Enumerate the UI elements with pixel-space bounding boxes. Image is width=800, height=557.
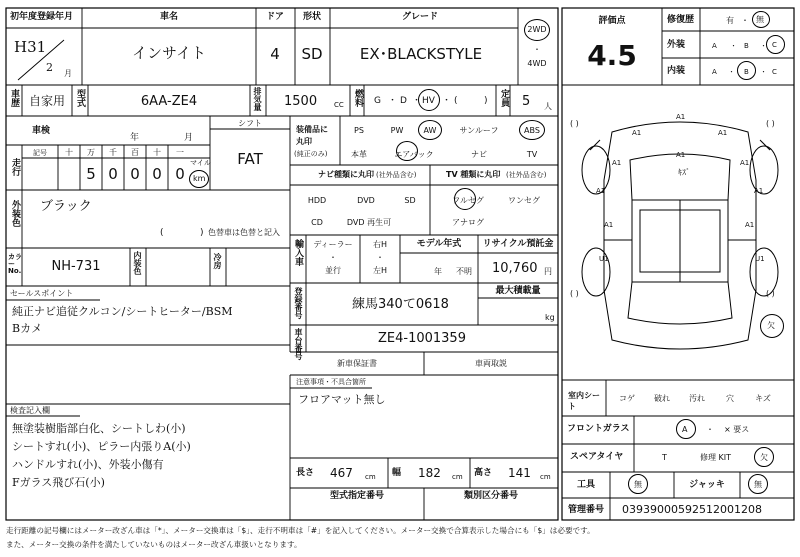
int-grade-a: A bbox=[712, 68, 717, 76]
mark-a1-lf-fender: A1 bbox=[612, 159, 622, 167]
equip-pw: PW bbox=[390, 126, 404, 135]
displacement-label: 排気量 bbox=[253, 87, 262, 111]
bracket-front-right: ( ) bbox=[766, 119, 775, 128]
notes-label: 注意事項・不具合箇所 bbox=[296, 378, 366, 386]
width-unit: cm bbox=[452, 473, 463, 481]
cc-unit: CC bbox=[334, 101, 344, 109]
import-dot: ・ bbox=[329, 253, 337, 262]
seat-hole: 穴 bbox=[726, 394, 734, 403]
color-paren-left: ( bbox=[160, 228, 164, 238]
interior-color-label: 内装色 bbox=[133, 251, 142, 275]
model-label: 型式 bbox=[75, 89, 85, 107]
navi-sub: (社外品含む) bbox=[376, 171, 417, 179]
tv-label: TV 種類に丸印 bbox=[446, 170, 501, 179]
class-label: 類別区分番号 bbox=[463, 491, 519, 501]
windshield-label: フロントガラス bbox=[567, 424, 630, 434]
shaken-year-unit: 年 bbox=[130, 133, 140, 143]
footer-note-2: また、メーター交換の条件を満たしていないものはメーター改ざん車扱いとなります。 bbox=[6, 540, 302, 549]
fuel-hv: HV bbox=[422, 96, 435, 106]
spare-tire-label: スペアタイヤ bbox=[570, 452, 624, 462]
drive-4wd: 4WD bbox=[527, 59, 547, 68]
door-label: ドア bbox=[266, 12, 284, 22]
type-spec-label: 型式指定番号 bbox=[329, 491, 385, 501]
model-year-unknown: 不明 bbox=[456, 267, 472, 276]
drive-dot: ・ bbox=[533, 45, 541, 54]
model-year-label: モデル年式 bbox=[416, 239, 462, 249]
body-shape: SD bbox=[301, 45, 323, 63]
ext-dot-2: ・ bbox=[760, 42, 767, 50]
recycle-value: 10,760 bbox=[492, 261, 538, 276]
right-hand-drive: 右H bbox=[372, 240, 388, 249]
interior-grade-label: 内装 bbox=[667, 66, 686, 76]
capacity-value: 5 bbox=[522, 94, 531, 109]
ac-label: 冷房 bbox=[213, 253, 222, 269]
tv-analog: アナログ bbox=[452, 218, 484, 227]
grade-label: グレード bbox=[401, 12, 439, 22]
mileage-col-5: 十 bbox=[153, 148, 161, 157]
tv-sub: (社外品含む) bbox=[506, 171, 547, 179]
mileage-digit-4: 0 bbox=[152, 165, 162, 183]
ext-grade-c: C bbox=[772, 41, 777, 49]
inspection-line-2: シートすれ(小)、ピラー内張りA(小) bbox=[12, 440, 191, 453]
import-label: 輸入車 bbox=[293, 239, 303, 266]
car-name: インサイト bbox=[132, 44, 206, 62]
repair-label: 修復歴 bbox=[667, 15, 695, 25]
navi-cd: CD bbox=[311, 218, 323, 227]
bracket-rear-left: ( ) bbox=[570, 289, 579, 298]
mgmt-label: 管理番号 bbox=[567, 505, 605, 515]
chassis-number: ZE4-1001359 bbox=[378, 331, 466, 346]
mileage-col-1: 十 bbox=[65, 148, 73, 157]
mark-a1-right-rear: A1 bbox=[745, 221, 755, 229]
mark-a1-left-door: A1 bbox=[596, 187, 606, 195]
model-year-unit: 年 bbox=[434, 267, 442, 276]
shaken-month-unit: 月 bbox=[184, 133, 194, 143]
mark-u1-left: U1 bbox=[599, 255, 609, 263]
equip-tv: TV bbox=[526, 150, 538, 159]
jack-label: ジャッキ bbox=[689, 480, 725, 490]
max-load-label: 最大積載量 bbox=[495, 286, 541, 296]
seat-scratch: キズ bbox=[755, 394, 771, 403]
shift-value: FAT bbox=[237, 150, 263, 168]
color-no-value: NH-731 bbox=[51, 259, 101, 274]
spare-t: T bbox=[662, 453, 667, 462]
month-unit: 月 bbox=[64, 69, 72, 78]
bracket-front-left: ( ) bbox=[570, 119, 579, 128]
navi-hdd: HDD bbox=[307, 196, 327, 205]
mark-a1-front: A1 bbox=[676, 113, 686, 121]
spare-none: 欠 bbox=[760, 453, 768, 462]
mark-a1-rf-fender: A1 bbox=[740, 159, 750, 167]
recycle-label: リサイクル預託金 bbox=[482, 239, 554, 249]
door-count: 4 bbox=[270, 45, 280, 63]
fuel-dot-1: ・ bbox=[388, 96, 398, 106]
sales-label: セールスポイント bbox=[10, 289, 74, 298]
inspection-line-4: Fガラス飛び石(小) bbox=[12, 476, 105, 489]
model-code: 6AA-ZE4 bbox=[140, 94, 198, 109]
import-dealer: ディーラー bbox=[313, 240, 353, 249]
color-label: 外装色 bbox=[10, 200, 20, 227]
seat-burn: コゲ bbox=[619, 394, 635, 403]
repair-dot: ・ bbox=[741, 16, 749, 25]
mileage-col-4: 百 bbox=[131, 148, 139, 157]
shift-label: シフト bbox=[238, 119, 262, 128]
person-unit: 人 bbox=[544, 102, 552, 111]
mileage-digit-2: 0 bbox=[108, 165, 118, 183]
ext-grade-b: B bbox=[744, 42, 749, 50]
exterior-label: 外装 bbox=[667, 40, 686, 50]
inspection-label: 検査記入欄 bbox=[10, 406, 50, 415]
equipment-label-3: (純正のみ) bbox=[294, 150, 328, 158]
jack-value: 無 bbox=[754, 480, 762, 489]
equipment-label-2: 丸印 bbox=[296, 137, 312, 146]
kasu-mark: 欠 bbox=[767, 321, 775, 330]
height-value: 141 bbox=[508, 466, 531, 480]
import-parallel: 並行 bbox=[325, 266, 341, 275]
warranty-label: 新車保証書 bbox=[337, 359, 377, 368]
displacement-value: 1500 bbox=[284, 94, 318, 109]
score-value: 4.5 bbox=[587, 39, 637, 72]
mgmt-number: 03939000592512001208 bbox=[622, 503, 762, 516]
width-value: 182 bbox=[418, 466, 441, 480]
capacity-label: 定員 bbox=[499, 89, 509, 107]
bracket-rear-right: ( ) bbox=[766, 289, 775, 298]
equip-ps: PS bbox=[354, 126, 364, 135]
navi-sd: SD bbox=[404, 196, 416, 205]
length-unit: cm bbox=[365, 473, 376, 481]
windshield-a: A bbox=[682, 425, 688, 434]
footer-note-1: 走行距離の記号欄にはメーター改ざん車は「*」、メーター交換車は「$」、走行不明車は「#」を記入してください。メーター交換で合算表示した場合にも「$」は必要です。 bbox=[6, 526, 595, 535]
equipment-label-1: 装備品に bbox=[296, 125, 328, 134]
fuel-g: G bbox=[374, 96, 381, 106]
left-hand-drive: 左H bbox=[372, 266, 388, 275]
mark-u1-right: U1 bbox=[755, 255, 765, 263]
windshield-replace: × 要ス bbox=[724, 425, 750, 434]
mark-a1-fr: A1 bbox=[718, 129, 728, 137]
width-label: 幅 bbox=[392, 468, 402, 478]
drive-2wd: 2WD bbox=[527, 25, 547, 34]
windshield-dot: ・ bbox=[706, 425, 714, 434]
score-label: 評価点 bbox=[598, 16, 626, 26]
chassis-label: 車台番号 bbox=[294, 328, 303, 360]
fuel-dot-2: ・ bbox=[412, 96, 422, 106]
ext-grade-a: A bbox=[712, 42, 717, 50]
mileage-digit-5: 0 bbox=[175, 165, 185, 183]
int-grade-b: B bbox=[744, 68, 749, 76]
fuel-label: 燃料 bbox=[353, 89, 363, 107]
reg-value: 練馬340て0618 bbox=[352, 297, 449, 312]
mileage-digit-1: 5 bbox=[86, 165, 96, 183]
first-reg-month: 2 bbox=[46, 61, 53, 74]
sales-line-2: Bカメ bbox=[12, 322, 43, 335]
navi-dvd: DVD bbox=[357, 196, 375, 205]
height-label: 高さ bbox=[474, 468, 493, 478]
notes-value: フロアマット無し bbox=[298, 393, 386, 406]
fuel-paren-left: ( bbox=[454, 96, 458, 106]
int-grade-c: C bbox=[772, 68, 777, 76]
mark-a1-hood: A1 bbox=[676, 151, 686, 159]
color-paren-right: ) bbox=[200, 228, 204, 238]
mileage-col-2: 万 bbox=[87, 148, 95, 157]
mileage-digit-3: 0 bbox=[130, 165, 140, 183]
mileage-col-6: 一 bbox=[176, 148, 184, 157]
reg-label: 登録番号 bbox=[294, 287, 303, 319]
int-dot-2: ・ bbox=[760, 68, 767, 76]
color-no-label: カラーNo. bbox=[8, 253, 22, 275]
seat-tear: 破れ bbox=[654, 394, 670, 403]
mark-a1-right-door: A1 bbox=[754, 187, 764, 195]
first-reg-label: 初年度登録年月 bbox=[10, 12, 74, 22]
yen-unit: 円 bbox=[544, 267, 552, 276]
inspection-line-1: 無塗装樹脂部白化、シートしわ(小) bbox=[12, 422, 186, 435]
equip-aw: AW bbox=[423, 126, 437, 135]
spare-kit: 修理 KIT bbox=[700, 453, 732, 462]
interior-seat-label: 室内シート bbox=[568, 391, 600, 411]
inspection-line-3: ハンドルすれ(小)、外装小傷有 bbox=[12, 458, 164, 471]
hand-dot: ・ bbox=[376, 253, 384, 262]
tv-fullseg: フルセグ bbox=[452, 196, 484, 205]
equip-navi: ナビ bbox=[471, 150, 487, 159]
int-dot-1: ・ bbox=[728, 68, 735, 76]
shape-label: 形状 bbox=[302, 12, 322, 22]
mile-unit: マイル bbox=[190, 159, 211, 167]
mark-kizu: ｷｽﾞ bbox=[678, 168, 690, 177]
usage-type: 自家用 bbox=[28, 94, 66, 108]
color-note: 色替車は色替と記入 bbox=[208, 228, 280, 237]
mileage-label: 走行 bbox=[10, 158, 20, 176]
length-label: 長さ bbox=[296, 468, 315, 478]
navi-label: ナビ種類に丸印 bbox=[318, 170, 374, 179]
fuel-d: D bbox=[400, 96, 407, 106]
shaken-label: 車検 bbox=[32, 126, 51, 136]
equip-airbag: エアバック bbox=[394, 150, 434, 159]
fuel-dot-3: ・ bbox=[442, 96, 452, 106]
color-value: ブラック bbox=[40, 199, 92, 214]
grade-value: EX･BLACKSTYLE bbox=[359, 45, 483, 63]
equip-sunroof: サンルーフ bbox=[459, 126, 499, 135]
history-label: 車歴 bbox=[9, 89, 19, 107]
repair-no: 無 bbox=[756, 15, 764, 24]
seat-stain: 汚れ bbox=[689, 394, 705, 403]
kg-unit: kg bbox=[545, 313, 555, 322]
repair-yes: 有 bbox=[726, 16, 734, 25]
length-value: 467 bbox=[330, 466, 353, 480]
tools-label: 工具 bbox=[576, 480, 596, 490]
ext-dot-1: ・ bbox=[730, 42, 737, 50]
sales-line-1: 純正ナビ追従クルコン/シートヒーター/BSM bbox=[12, 305, 233, 318]
equip-abs: ABS bbox=[524, 126, 540, 135]
mileage-col-3: 千 bbox=[109, 148, 117, 157]
mark-a1-fl: A1 bbox=[632, 129, 642, 137]
height-unit: cm bbox=[540, 473, 551, 481]
equip-leather: 本革 bbox=[351, 150, 367, 159]
mark-a1-left-rear: A1 bbox=[604, 221, 614, 229]
fuel-paren-right: ) bbox=[484, 96, 488, 106]
kigo-label: 記号 bbox=[33, 149, 47, 157]
navi-dvd-play: DVD 再生可 bbox=[346, 218, 392, 227]
car-name-label: 車名 bbox=[159, 12, 179, 22]
km-unit: km bbox=[193, 174, 206, 183]
tv-oneseg: ワンセグ bbox=[508, 196, 540, 205]
first-reg-era: H31 bbox=[14, 38, 47, 56]
manual-label: 車両取説 bbox=[475, 359, 507, 368]
tools-value: 無 bbox=[634, 480, 642, 489]
